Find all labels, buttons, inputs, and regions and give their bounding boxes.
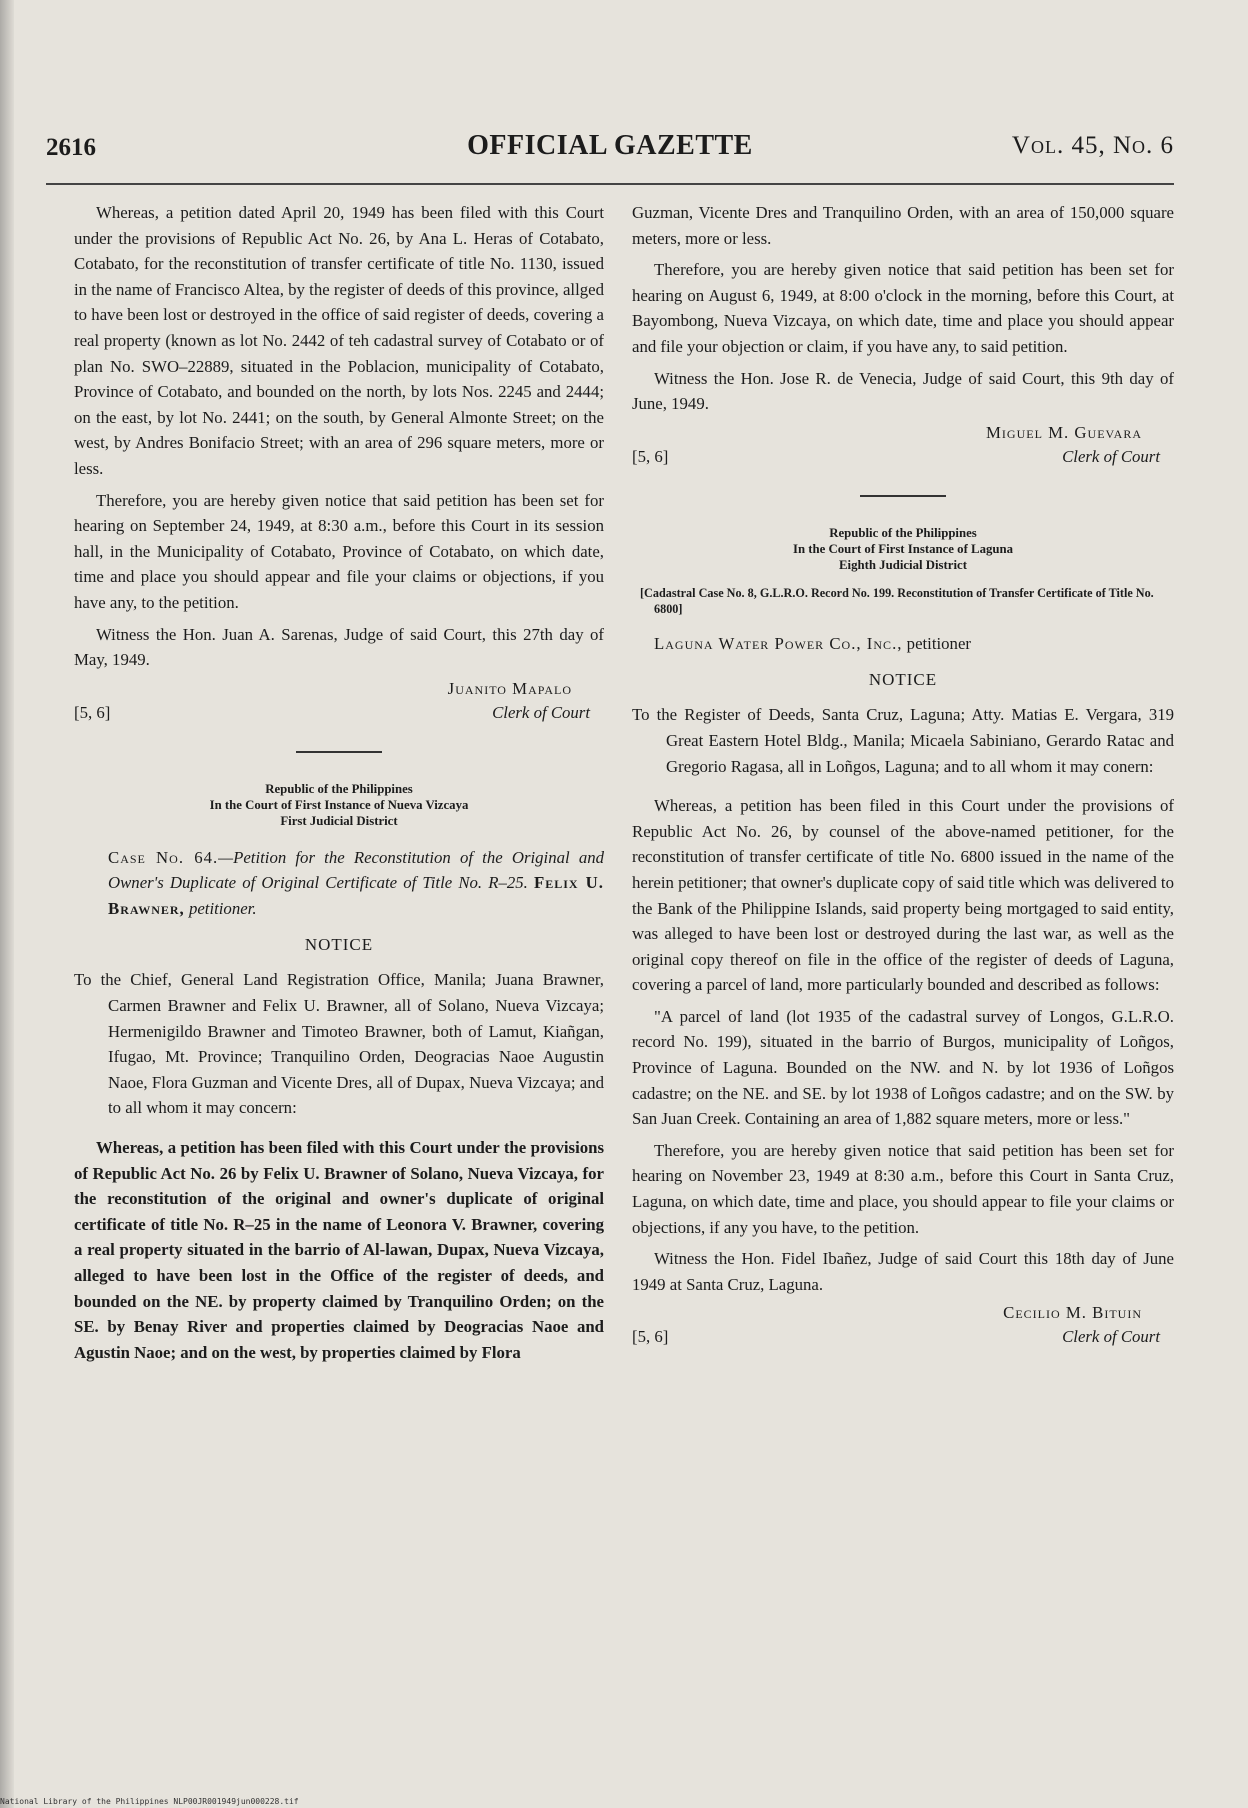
court-line: Republic of the Philippines	[829, 525, 977, 540]
page-header	[46, 126, 1174, 166]
notice1-paragraph: Witness the Hon. Juan A. Sarenas, Judge of said Court, this 27th day of May, 1949.	[74, 624, 604, 670]
signatory-role: Clerk of Court	[1062, 1327, 1160, 1347]
signatory-name: Miguel M. Guevara	[986, 422, 1142, 442]
signatory-name: Juanito Mapalo	[447, 678, 572, 698]
court-line: Republic of the Philippines	[265, 781, 413, 796]
notice-addressees: To the Chief, General Land Registration Office, Manila; Juana Brawner, Carmen Brawner and Felix U. Brawner, all of Solano, Nueva Vizcaya; Hermenigildo Brawner and Timoteo Brawner, both of Lamut, Kiañgan, Ifugao, Mt. Province; Tranquilino Orden, Deogracias Naoe Augustin Naoe, Flora Guzman and Vicente Dres, all of Dupax, Nueva Vizcaya; and to all whom it may concern:	[74, 970, 604, 1118]
court-heading	[74, 781, 604, 829]
page-number: 2616	[46, 134, 96, 161]
binding-shadow	[0, 0, 14, 1808]
petitioner-name: Laguna Water Power Co., Inc.,	[654, 633, 903, 653]
court-line: First Judicial District	[280, 813, 398, 828]
signatory-role: Clerk of Court	[1062, 446, 1160, 466]
notice-heading: NOTICE	[868, 670, 938, 690]
case-caption	[74, 845, 604, 922]
notice-divider	[296, 751, 382, 753]
court-line: In the Court of First Instance of Nueva Vizcaya	[209, 797, 469, 812]
right-column	[632, 200, 1174, 1349]
notice1-paragraph: Whereas, a petition dated April 20, 1949 has been filed with this Court under the provisions of Republic Act No. 26, by Ana L. Heras of Cotabato, Cotabato, for the reconstitution of transfer certificate of title No. 1130, issued in the name of Francisco Altea, by the register of deeds of this province, allged to have been lost or destroyed in the office of said register of deeds, covering a real property (known as lot No. 2442 of teh cadastral survey of Cotabato or of plan No. SWO–22889, situated in the Poblacion, municipality of Cotabato, Province of Cotabato, and bounded on the north, by lots Nos. 2245 and 2444; on the east, by lot No. 2441; on the south, by General Almonte Street; on the west, by Andres Bonifacio Street; with an area of 296 square meters, more or less.	[74, 203, 604, 478]
signatory-role: Clerk of Court	[492, 702, 590, 722]
case-title: —Petition for the Reconstitution of the Original and Owner's Duplicate of Original Certificate of Title No. R–25.	[108, 847, 604, 893]
notice2-paragraph: Therefore, you are hereby given notice that said petition has been set for hearing on August 6, 1949, at 8:00 o'clock in the morning, before this Court, at Bayombong, Nueva Vizcaya, on which date, time and place you should appear and file your objection or claim, if you have any, to said petition.	[632, 260, 1174, 356]
notice3-paragraph: "A parcel of land (lot 1935 of the cadastral survey of Longos, G.L.R.O. record No. 199), situated in the barrio of Burgos, municipality of Loñgos, Province of Laguna. Bounded on the NW. and N. by lot 1936 of Loñgos cadastre; on the NE. and SE. by lot 1938 of Loñgos cadastre; and on the SW. by San Juan Creek. Containing an area of 1,882 square meters, more or less."	[632, 1006, 1174, 1129]
notice-addressees: To the Register of Deeds, Santa Cruz, Laguna; Atty. Matias E. Vergara, 319 Great Eastern Hotel Bldg., Manila; Micaela Sabiniano, Gerardo Ratac and Gregorio Ragasa, all in Loñgos, Laguna; and to all whom it may conern:	[632, 705, 1174, 776]
notice3-paragraph: Whereas, a petition has been filed in this Court under the provisions of Republic Act No. 26, by counsel of the above-named petitioner, for the reconstitution of transfer certificate of title No. 6800 issued in the name of the herein petitioner; that owner's duplicate copy of said title which was delivered to the Bank of the Philippine Islands, said property being mortgaged to said entity, was alleged to have been lost or destroyed during the last war, as well as the original copy thereof on file in the office of the register of deeds of Laguna, covering a parcel of land, more particularly bounded and described as follows:	[632, 796, 1174, 995]
volume-info: Vol. 45, No. 6	[1011, 132, 1174, 159]
scan-footer: National Library of the Philippines NLP00JR001949jun000228.tif	[0, 1797, 299, 1806]
notice2-paragraph: Whereas, a petition has been filed with this Court under the provisions of Republic Act No. 26 by Felix U. Brawner of Solano, Nueva Vizcaya, for the reconstitution of the original and owner's duplicate of original certificate of title No. R–25 in the name of Leonora V. Brawner, covering a real property situated in the barrio of Al-lawan, Dupax, Nueva Vizcaya, alleged to have been lost in the Office of the register of deeds, and bounded on the NE. by property claimed by Tranquilino Orden; on the SE. by Benay River and properties claimed by Deogracias Naoe and Agustin Naoe; and on the west, by properties claimed by Flora	[74, 1138, 604, 1362]
notice-divider	[860, 495, 946, 497]
case-number: Case No. 64.	[108, 847, 219, 867]
notice3-paragraph: Therefore, you are hereby given notice that said petition has been set for hearing on November 23, 1949 at 8:30 a.m., before this Court in Santa Cruz, Laguna, on which date, time and place, you should appear to file your claims or objections, if any you have, to the petition.	[632, 1140, 1174, 1237]
court-heading	[632, 525, 1174, 573]
issue-ref: [5, 6]	[74, 702, 111, 722]
issue-ref: [5, 6]	[632, 446, 669, 466]
notice2-paragraph: Guzman, Vicente Dres and Tranquilino Orden, with an area of 150,000 square meters, more or less.	[632, 203, 1174, 248]
notice1-signature	[74, 673, 604, 725]
gazette-title: OFFICIAL GAZETTE	[467, 130, 753, 161]
notice1-paragraph: Therefore, you are hereby given notice that said petition has been set for hearing on September 24, 1949, at 8:30 a.m., before this Court in its session hall, in the Municipality of Cotabato, Province of Cotabato, on which date, time and place you should appear and file your claims or objections, if you have any, to the petition.	[74, 490, 604, 612]
notice-heading: NOTICE	[304, 935, 374, 955]
signatory-name: Cecilio M. Bituin	[1003, 1303, 1142, 1323]
petitioner-role: petitioner.	[188, 898, 257, 918]
court-line: Eighth Judicial District	[839, 557, 967, 572]
left-column	[74, 200, 604, 1365]
petitioner-name: Felix U. Brawner,	[108, 873, 604, 918]
notice2-signature	[632, 417, 1174, 469]
notice3-paragraph: Witness the Hon. Fidel Ibañez, Judge of said Court this 18th day of June 1949 at Santa Cruz, Laguna.	[632, 1249, 1174, 1294]
notice2-paragraph: Witness the Hon. Jose R. de Venecia, Judge of said Court, this 9th day of June, 1949.	[632, 368, 1174, 414]
notice3-signature	[632, 1297, 1174, 1349]
petitioner-role: petitioner	[906, 633, 971, 653]
header-rule	[46, 183, 1174, 185]
issue-ref: [5, 6]	[632, 1327, 669, 1347]
court-line: In the Court of First Instance of Laguna	[792, 541, 1014, 556]
cadastral-case: [Cadastral Case No. 8, G.L.R.O. Record No. 199. Reconstitution of Transfer Certificate of Title No. 6800]	[640, 585, 1154, 616]
